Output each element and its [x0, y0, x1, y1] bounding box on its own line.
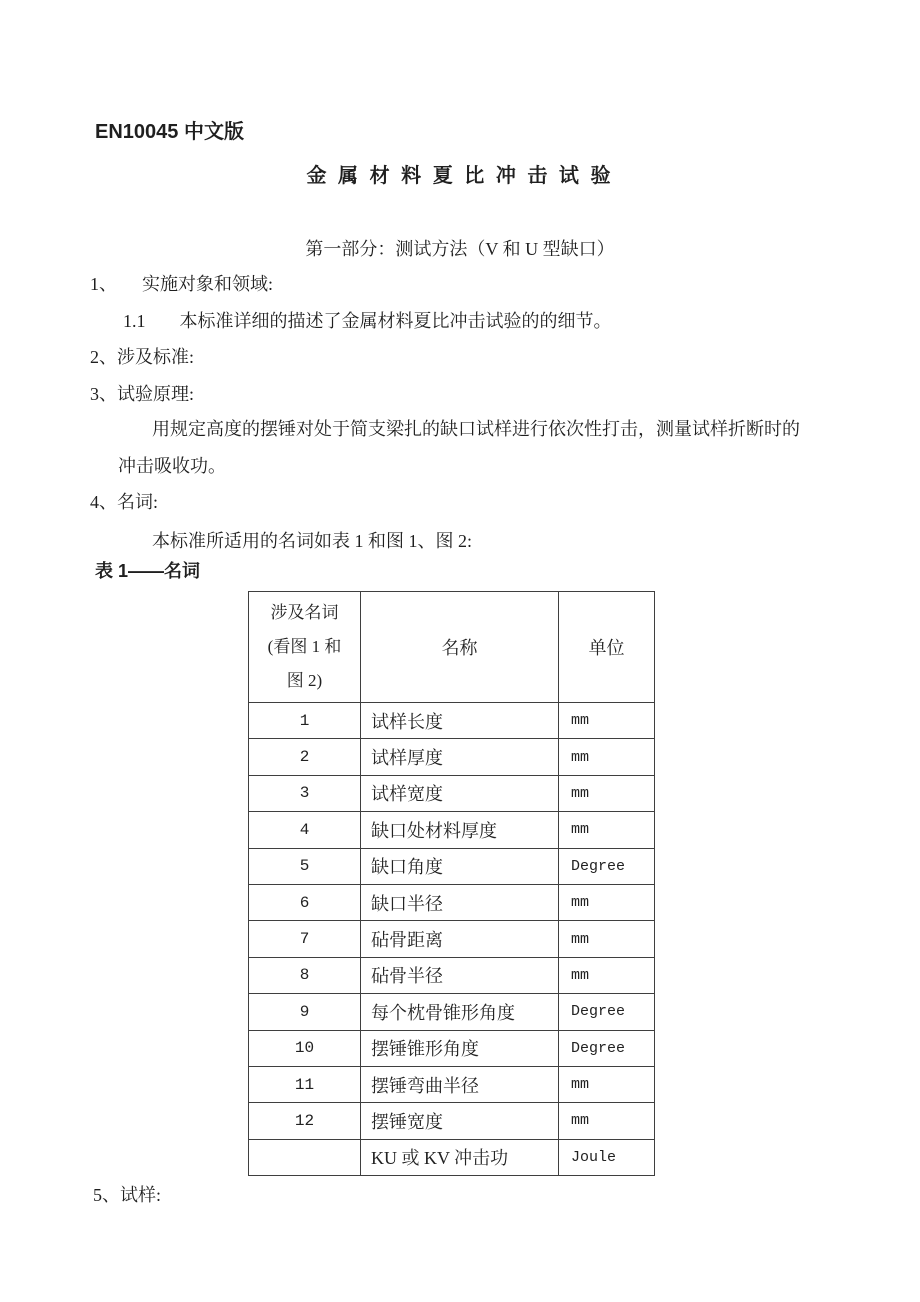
clause-1-1: [123, 310, 612, 333]
table-row: [249, 1066, 655, 1102]
main-title: 金 属 材 料 夏 比 冲 击 试 验: [306, 165, 614, 187]
table-cell-unit: mm: [559, 812, 655, 848]
table-row: [249, 739, 655, 775]
clause-text: 试验原理:: [117, 384, 195, 404]
table-cell-unit: mm: [559, 884, 655, 920]
table-cell-name: 试样厚度: [361, 739, 559, 775]
clause-number: 2、: [90, 347, 117, 367]
table-row: [249, 848, 655, 884]
table-cell-unit: Degree: [559, 994, 655, 1030]
clause-4: [90, 491, 158, 514]
table-header-terms: [249, 592, 361, 703]
table-cell-number: [249, 1139, 361, 1175]
table-row: [249, 703, 655, 739]
table-cell-number: 4: [249, 812, 361, 848]
table-cell-name: KU 或 KV 冲击功: [361, 1139, 559, 1175]
table-cell-name: 缺口半径: [361, 884, 559, 920]
table-cell-unit: Degree: [559, 848, 655, 884]
paragraph-text: 本标准所适用的名词如表 1 和图 1、图 2:: [152, 531, 472, 551]
table-cell-unit: mm: [559, 957, 655, 993]
table-row: [249, 957, 655, 993]
table-cell-name: 试样宽度: [361, 775, 559, 811]
table-header-terms-line: (看图 1 和: [267, 637, 342, 656]
table-row: [249, 921, 655, 957]
clause-number: 5、: [93, 1185, 120, 1205]
table-cell-name: 砧骨距离: [361, 921, 559, 957]
table-cell-name: 缺口处材料厚度: [361, 812, 559, 848]
table-body: [249, 703, 655, 1176]
table-cell-name: 每个枕骨锥形角度: [361, 994, 559, 1030]
table-cell-unit: mm: [559, 1066, 655, 1102]
clause-1: [90, 273, 273, 296]
table-cell-number: 3: [249, 775, 361, 811]
part-heading: 第一部分：测试方法（V 和 U 型缺口）: [305, 239, 615, 259]
doc-code-heading: EN10045 中文版: [95, 121, 244, 143]
table-cell-name: 砧骨半径: [361, 957, 559, 993]
table-cell-name: 缺口角度: [361, 848, 559, 884]
table-header-name: 名称: [361, 592, 559, 703]
table-cell-number: 8: [249, 957, 361, 993]
clause-5: [93, 1184, 161, 1207]
table-cell-unit: Joule: [559, 1139, 655, 1175]
table-row: [249, 812, 655, 848]
table-caption: 表 1——名词: [95, 561, 201, 581]
table-header-terms-line: 涉及名词: [270, 603, 339, 622]
table-cell-name: 摆锤锥形角度: [361, 1030, 559, 1066]
clause-text: 试样:: [120, 1185, 162, 1205]
clause-text: 本标准详细的描述了金属材料夏比冲击试验的的细节。: [179, 311, 612, 331]
paragraph-text: 用规定高度的摆锤对处于简支梁扎的缺口试样进行依次性打击，测量试样折断时的: [152, 419, 800, 439]
clause-3: [90, 383, 194, 406]
table-cell-unit: mm: [559, 1103, 655, 1139]
table-row: [249, 994, 655, 1030]
table-row: [249, 1103, 655, 1139]
terms-intro-line: [152, 530, 472, 553]
table-cell-number: 5: [249, 848, 361, 884]
table-cell-number: 10: [249, 1030, 361, 1066]
table-cell-name: 试样长度: [361, 703, 559, 739]
table-row: [249, 884, 655, 920]
clause-2: [90, 346, 194, 369]
clause-number: 1.1: [123, 311, 146, 331]
table-cell-unit: Degree: [559, 1030, 655, 1066]
clause-number: 4、: [90, 492, 117, 512]
clause-number: 1、: [90, 274, 117, 294]
table-cell-number: 1: [249, 703, 361, 739]
principle-paragraph-line-2: [118, 455, 226, 478]
table-cell-unit: mm: [559, 739, 655, 775]
table-cell-number: 2: [249, 739, 361, 775]
table-cell-name: 摆锤弯曲半径: [361, 1066, 559, 1102]
table-cell-unit: mm: [559, 775, 655, 811]
table-cell-unit: mm: [559, 921, 655, 957]
table-cell-number: 12: [249, 1103, 361, 1139]
clause-text: 名词:: [117, 492, 159, 512]
clause-text: 涉及标准:: [117, 347, 195, 367]
paragraph-text: 冲击吸收功。: [118, 456, 226, 476]
table-row: [249, 1030, 655, 1066]
table-row: [249, 1139, 655, 1175]
table-header-row: [249, 592, 655, 703]
principle-paragraph-line-1: [152, 418, 800, 441]
table-header-unit: 单位: [559, 592, 655, 703]
table-cell-number: 6: [249, 884, 361, 920]
clause-text: 实施对象和领域:: [142, 274, 274, 294]
table-header-terms-line: 图 2): [286, 671, 323, 690]
terms-table: [248, 591, 655, 1176]
table-cell-number: 11: [249, 1066, 361, 1102]
clause-number: 3、: [90, 384, 117, 404]
table-cell-number: 7: [249, 921, 361, 957]
table-row: [249, 775, 655, 811]
table-cell-unit: mm: [559, 703, 655, 739]
table-cell-number: 9: [249, 994, 361, 1030]
table-cell-name: 摆锤宽度: [361, 1103, 559, 1139]
